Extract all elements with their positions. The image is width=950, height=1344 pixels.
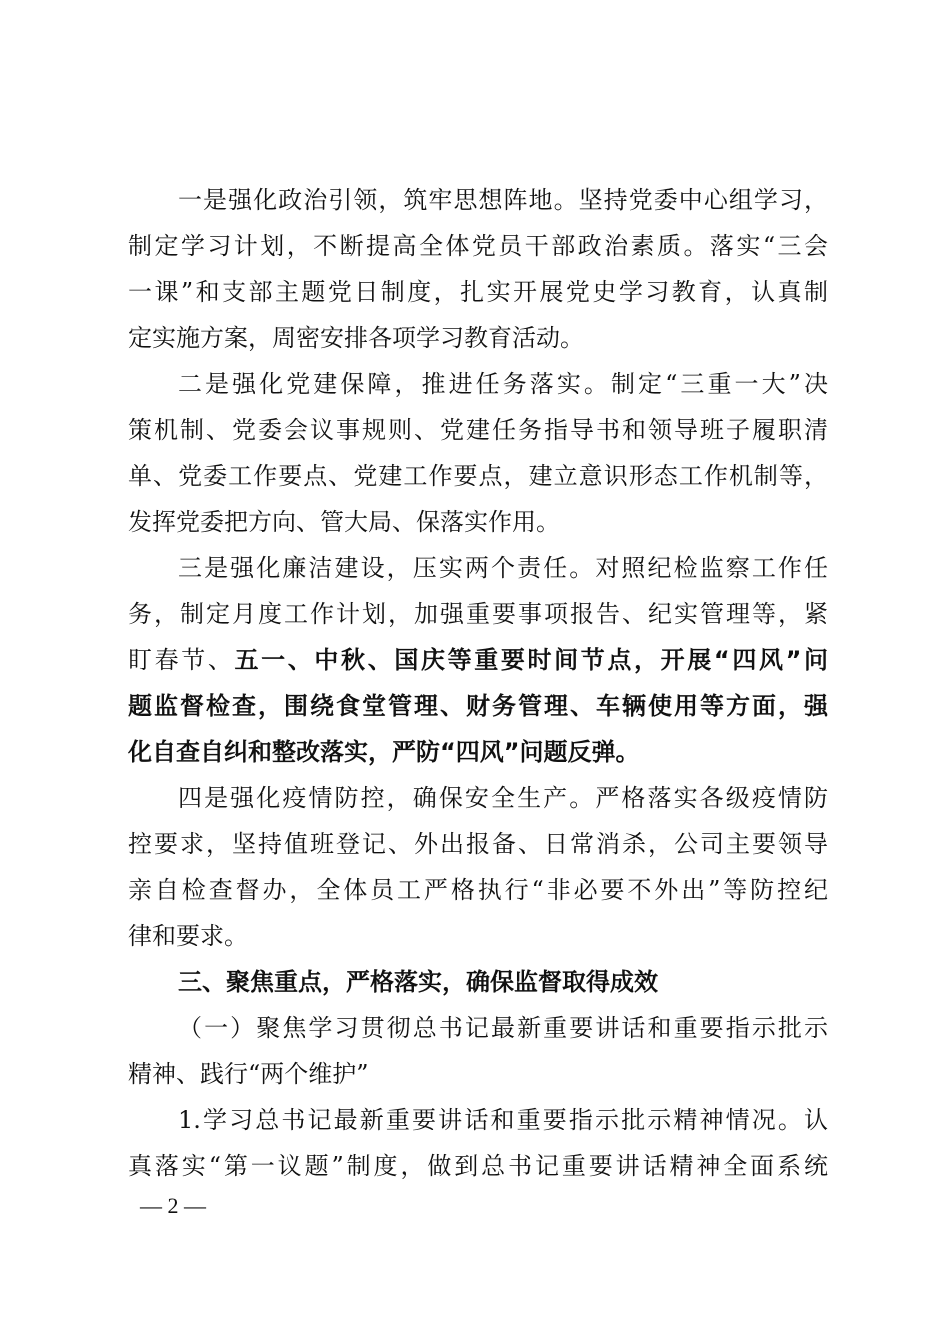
item-1-line-2: 真落实“第一议题”制度，做到总书记重要讲话精神全面系统 <box>128 1152 828 1180</box>
paragraph-2-line-4: 发挥党委把方向、管大局、保落实作用。 <box>128 508 560 536</box>
paragraph-2-line-3: 单、党委工作要点、党建工作要点，建立意识形态工作机制等， <box>128 462 828 490</box>
paragraph-4-line-2: 控要求，坚持值班登记、外出报备、日常消杀，公司主要领导 <box>128 830 828 858</box>
paragraph-4-line-4: 律和要求。 <box>128 922 248 950</box>
item-1-line-1: 1.学习总书记最新重要讲话和重要指示批示精神情况。认 <box>178 1106 828 1134</box>
paragraph-1-line-1: 一是强化政治引领，筑牢思想阵地。坚持党委中心组学习， <box>178 186 828 214</box>
paragraph-1-line-4: 定实施方案，周密安排各项学习教育活动。 <box>128 324 584 352</box>
paragraph-4-line-3: 亲自检查督办，全体员工严格执行“非必要不外出”等防控纪 <box>128 876 828 904</box>
paragraph-2-line-2: 策机制、党委会议事规则、党建任务指导书和领导班子履职清 <box>128 416 828 444</box>
paragraph-1-line-2: 制定学习计划，不断提高全体党员干部政治素质。落实“三会 <box>128 232 828 260</box>
paragraph-4-line-1: 四是强化疫情防控，确保安全生产。严格落实各级疫情防 <box>178 784 828 812</box>
paragraph-3-line-3 <box>128 643 828 677</box>
paragraph-3-line-1: 三是强化廉洁建设，压实两个责任。对照纪检监察工作任 <box>178 554 828 582</box>
page-number: — 2 — <box>140 1193 206 1218</box>
section-heading: 三、聚焦重点，严格落实，确保监督取得成效 <box>178 968 658 996</box>
subsection-line-1: （一）聚焦学习贯彻总书记最新重要讲话和重要指示批示 <box>178 1014 828 1042</box>
paragraph-3-line-4: 题监督检查，围绕食堂管理、财务管理、车辆使用等方面，强 <box>128 692 828 720</box>
paragraph-3-line-2: 务，制定月度工作计划，加强重要事项报告、纪实管理等，紧 <box>128 600 828 628</box>
paragraph-3-line-3-regular: 盯春节、 <box>128 646 235 674</box>
paragraph-1-line-3: 一课”和支部主题党日制度，扎实开展党史学习教育，认真制 <box>128 278 828 306</box>
subsection-line-2: 精神、践行“两个维护” <box>128 1060 369 1088</box>
paragraph-3-line-3-bold: 五一、中秋、国庆等重要时间节点，开展“四风”问 <box>234 646 828 674</box>
paragraph-2-line-1: 二是强化党建保障，推进任务落实。制定“三重一大”决 <box>178 370 828 398</box>
paragraph-3-line-5: 化自查自纠和整改落实，严防“四风”问题反弹。 <box>128 738 640 766</box>
